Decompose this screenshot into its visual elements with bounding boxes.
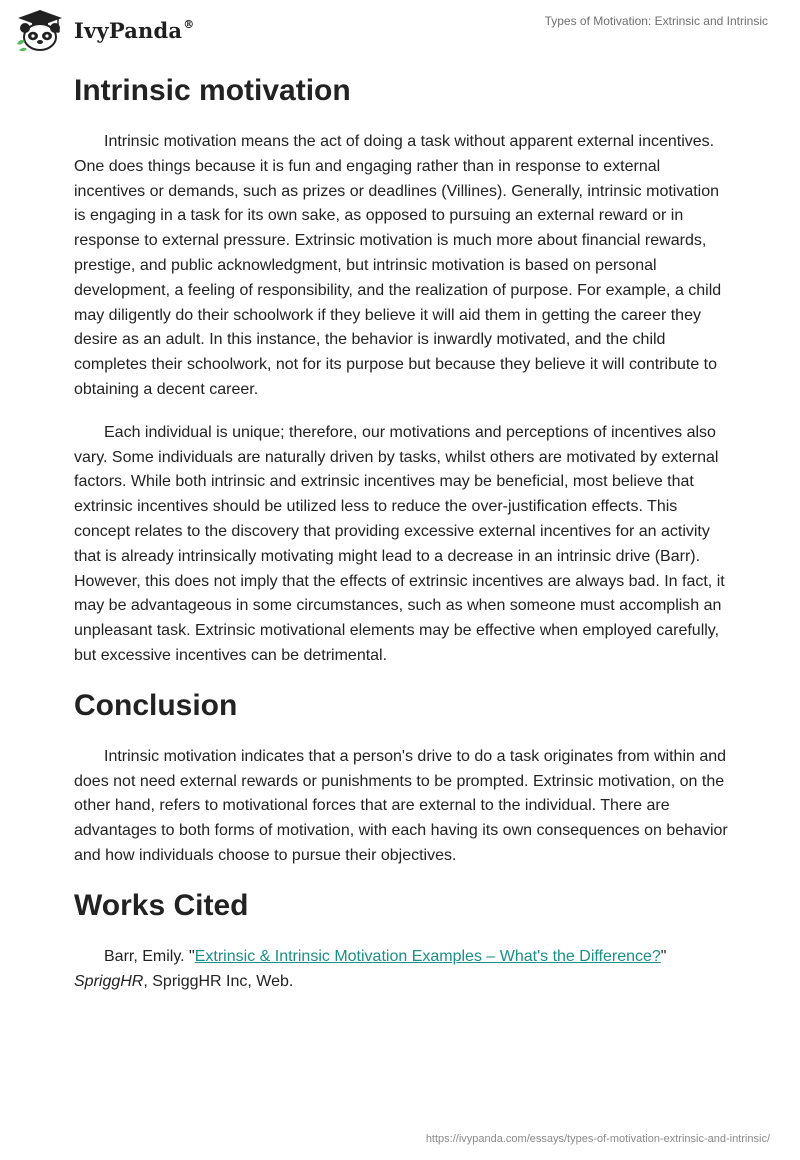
citation-suffix: , SpriggHR Inc, Web. (143, 972, 294, 990)
brand-name: IvyPanda® (74, 17, 195, 43)
citation-prefix: Barr, Emily. " (104, 947, 195, 965)
ivypanda-logo[interactable] (14, 8, 194, 52)
panda-logo-icon (14, 8, 66, 52)
citation-after-link: " (660, 947, 667, 965)
paragraph-conclusion: Intrinsic motivation indicates that a person's drive to do a task originates from within and does not need external rewards or punishments to be prompted. Extrinsic motivation, on the other hand, refers to motivational forces that are external to the individual. There are advantages to both forms of motivation, with each having its own consequences on behavior and how individuals choose to pursue their objectives. (74, 747, 728, 864)
citation-publication: SpriggHR (74, 972, 144, 990)
citation-entry (74, 945, 734, 995)
heading-works-cited: Works Cited (74, 888, 249, 922)
footer-url[interactable]: https://ivypanda.com/essays/types-of-motivation-extrinsic-and-intrinsic/ (425, 1133, 770, 1145)
heading-conclusion: Conclusion (74, 688, 238, 722)
document-title: Types of Motivation: Extrinsic and Intrinsic (544, 14, 768, 28)
essay-content (74, 70, 734, 994)
citation-link[interactable]: Extrinsic & Intrinsic Motivation Examples – What's the Difference? (194, 947, 661, 965)
trademark-symbol: ® (183, 17, 195, 31)
heading-intrinsic-motivation: Intrinsic motivation (74, 74, 351, 107)
page-header (0, 0, 800, 60)
paragraph-intrinsic-1: Intrinsic motivation means the act of doing a task without apparent external incentives. One does things because it is fun and engaging rather than in response to external incentives or demands, such as prizes or deadlines (Villines). Generally, intrinsic motivation is engaging in a task for its own sake, as opposed to pursuing an external reward or in response to external pressure. Extrinsic motivation is much more about financial rewards, prestige, and public acknowledgment, but intrinsic motivation is based on personal development, a feeling of responsibility, and the realization of purpose. For example, a child may diligently do their schoolwork if they believe it will aid them in getting the career they desire as an adult. In this instance, the behavior is inwardly motivated, and the child completes their schoolwork, not for its purpose but because they believe it will contribute to obtaining a decent career. (74, 133, 722, 398)
paragraph-intrinsic-2: Each individual is unique; therefore, our motivations and perceptions of incentives also vary. Some individuals are naturally driven by tasks, whilst others are motivated by external factors. While both intrinsic and extrinsic incentives may be beneficial, most believe that extrinsic incentives should be utilized less to reduce the over-justification effects. This concept relates to the discovery that providing excessive external incentives for an activity that is already intrinsically motivating might lead to a decrease in an intrinsic drive (Barr). However, this does not imply that the effects of extrinsic incentives are always bad. In fact, it may be advantageous in some circumstances, such as when someone must accomplish an unpleasant task. Extrinsic motivational elements may be effective when employed carefully, but excessive incentives can be detrimental. (74, 423, 725, 664)
